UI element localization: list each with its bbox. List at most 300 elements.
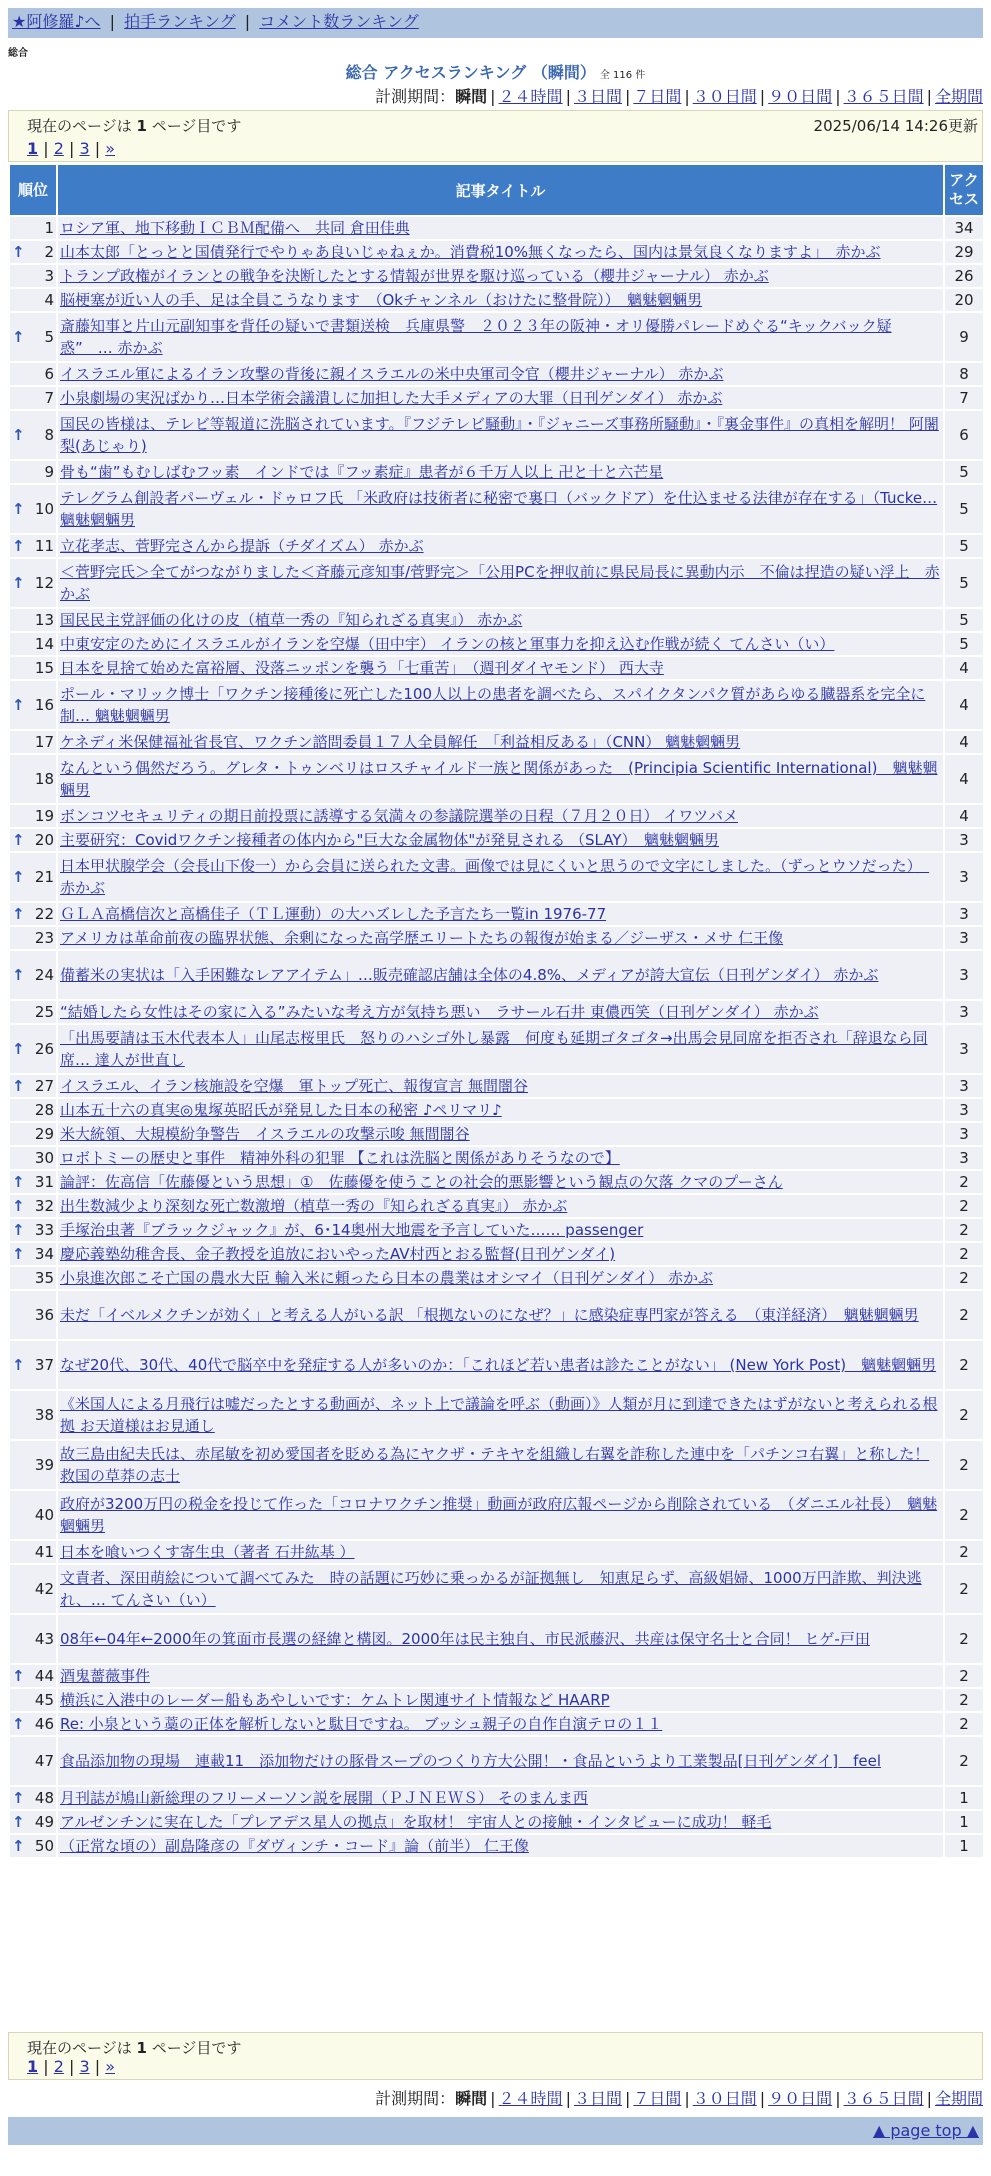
title-cell [58, 1713, 943, 1735]
rank-number: 27 [34, 1077, 54, 1095]
period-separator: | [565, 87, 571, 106]
table-row [10, 633, 983, 655]
title-cell [58, 1171, 943, 1193]
access-count: 3 [945, 1075, 983, 1097]
access-count: 26 [945, 265, 983, 287]
title-cell [58, 633, 943, 655]
up-arrow-icon: ↑ [12, 243, 25, 261]
period-link[interactable]: ３日間 [573, 2089, 622, 2108]
article-link[interactable]: 脳梗塞が近い人の手、足は全員こうなります （Okチャンネル（おけたに整骨院）） 魑魅魍魎男 [60, 291, 703, 309]
up-arrow-icon: ↑ [12, 1789, 25, 1807]
title-cell [58, 1441, 943, 1489]
rank-cell [10, 1171, 56, 1193]
rank-number: 25 [34, 1003, 54, 1021]
article-link[interactable]: トランプ政権がイランとの戦争を決断したとする情報が世界を駆け巡っている（櫻井ジャーナル） 赤かぶ [60, 267, 769, 285]
period-link[interactable]: ９０日間 [768, 87, 833, 106]
access-count: 5 [945, 633, 983, 655]
pager-separator: | [38, 2057, 54, 2076]
rank-cell [10, 829, 56, 851]
article-link[interactable]: 米大統領、大規模紛争警告 イスラエルの攻撃示唆 無間闇谷 [60, 1125, 470, 1143]
access-count: 2 [945, 1267, 983, 1289]
access-count: 2 [945, 1565, 983, 1613]
rank-cell [10, 289, 56, 311]
article-link[interactable]: ロボトミーの歴史と事件 精神外科の犯罪 【これは洗脳と関係がありそうなので】 [60, 1149, 620, 1167]
up-arrow-icon: ↑ [12, 966, 25, 984]
table-row [10, 1243, 983, 1265]
item-count: 全 116 件 [599, 70, 646, 81]
title-cell [58, 1001, 943, 1023]
rank-number: 12 [34, 574, 54, 592]
access-count: 3 [945, 829, 983, 851]
rank-cell [10, 1341, 56, 1389]
period-separator: | [835, 87, 841, 106]
title-cell [58, 387, 943, 409]
article-link[interactable]: （正常な頃の）副島隆彦の『ダヴィンチ・コード』論（前半） 仁王像 [60, 1837, 529, 1855]
up-arrow-icon: ↑ [12, 574, 25, 592]
period-separator: | [624, 2089, 631, 2108]
access-count: 2 [945, 1441, 983, 1489]
article-link[interactable]: ポール・マリック博士「ワクチン接種後に死亡した100人以上の患者を調べたら、スパイクタンパク質があらゆる臓器系を完全に制… 魑魅魍魎男 [60, 685, 926, 725]
access-count: 4 [945, 731, 983, 753]
current-page-text: 現在のページは 1 ページ目です [27, 2039, 242, 2057]
access-count: 3 [945, 853, 983, 901]
article-link[interactable]: 斎藤知事と片山元副知事を背任の疑いで書類送検 兵庫県警 ２０２３年の阪神・オリ優勝パレードめぐる“キックバック疑惑” … 赤かぶ [60, 317, 892, 357]
article-link[interactable]: アメリカは革命前夜の臨界状態、余剰になった高学歴エリートたちの報復が始まる／ジーザス・メサ 仁王像 [60, 929, 784, 947]
period-current: 瞬間 [455, 87, 488, 106]
article-link[interactable]: 酒鬼薔薇事件 [60, 1667, 151, 1685]
article-link[interactable]: 山本太郎「とっとと国債発行でやりゃあ良いじゃねぇか。消費税10%無くなったら、国内は景気良くなりますよ」 赤かぶ [60, 243, 881, 261]
rank-number: 24 [34, 966, 54, 984]
period-link[interactable]: ３０日間 [692, 2089, 757, 2108]
title-cell [58, 1689, 943, 1711]
period-link[interactable]: ７日間 [633, 87, 682, 106]
table-row [10, 1001, 983, 1023]
table-row [10, 241, 983, 263]
table-row [10, 1291, 983, 1339]
article-link[interactable]: テレグラム創設者パーヴェル・ドゥロフ氏 「米政府は技術者に秘密で裏口（バックドア）を仕込ませる法律が存在する」（Tucke… 魑魅魍魎男 [60, 489, 938, 529]
access-count: 1 [945, 1835, 983, 1857]
article-link[interactable]: 中東安定のためにイスラエルがイランを空爆（田中宇） イランの核と軍事力を抑え込む作戦が続く てんさい（い） [60, 635, 835, 653]
title-cell [58, 1737, 943, 1785]
rank-number: 18 [34, 770, 54, 788]
title-cell [58, 951, 943, 999]
rank-cell [10, 927, 56, 949]
up-arrow-icon: ↑ [12, 1197, 25, 1215]
title-cell [58, 1835, 943, 1857]
title-cell [58, 313, 943, 361]
table-row [10, 853, 983, 901]
rank-number: 41 [34, 1543, 54, 1561]
rank-number: 38 [34, 1406, 54, 1424]
access-count: 3 [945, 951, 983, 999]
page-link[interactable]: 1 [27, 139, 39, 158]
rank-cell [10, 903, 56, 925]
rank-number: 43 [34, 1630, 54, 1648]
period-link[interactable]: ７日間 [633, 2089, 682, 2108]
access-count: 4 [945, 657, 983, 679]
period-link[interactable]: ２４時間 [498, 2089, 563, 2108]
title-cell [58, 1811, 943, 1833]
access-count: 3 [945, 1001, 983, 1023]
page-link[interactable]: 1 [27, 2057, 39, 2076]
rank-number: 47 [34, 1752, 54, 1770]
article-link[interactable]: 論評：佐高信「佐藤優という思想」① 佐藤優を使うことの社会的悪影響という観点の欠落 クマのプーさん [60, 1173, 783, 1191]
rank-cell [10, 1147, 56, 1169]
period-link[interactable]: ２４時間 [498, 87, 563, 106]
rank-number: 16 [34, 696, 54, 714]
title-cell [58, 1075, 943, 1097]
access-count: 3 [945, 1123, 983, 1145]
period-separator: | [490, 2089, 496, 2108]
title-cell [58, 1219, 943, 1241]
rank-number: 21 [34, 868, 54, 886]
title-cell [58, 217, 943, 239]
table-row [10, 951, 983, 999]
title-cell [58, 731, 943, 753]
rank-number: 35 [34, 1269, 54, 1287]
table-row [10, 1491, 983, 1539]
period-link[interactable]: ３６５日間 [843, 2089, 924, 2108]
top-nav-bar [8, 8, 983, 38]
rank-cell [10, 1811, 56, 1833]
table-row [10, 217, 983, 239]
article-link[interactable]: 政府が3200万円の税金を投じて作った「コロナワクチン推奨」動画が政府広報ページから削除されている （ダニエル社長） 魑魅魍魎男 [60, 1495, 938, 1535]
title-cell [58, 289, 943, 311]
next-page-link[interactable]: » [105, 139, 115, 158]
table-row [10, 1713, 983, 1735]
rank-cell [10, 1025, 56, 1073]
page-link[interactable]: 2 [53, 139, 64, 158]
title-cell [58, 241, 943, 263]
period-link[interactable]: ３６５日間 [843, 87, 924, 106]
table-row [10, 1123, 983, 1145]
pager-separator: | [63, 139, 80, 158]
table-row [10, 1099, 983, 1121]
rank-cell [10, 1615, 56, 1663]
title-cell [58, 1243, 943, 1265]
footer-bar [8, 2117, 983, 2145]
period-link[interactable]: 全期間 [934, 2089, 983, 2108]
up-arrow-icon: ↑ [12, 1667, 25, 1685]
rank-number: 29 [34, 1125, 54, 1143]
period-link[interactable]: ３日間 [573, 87, 622, 106]
pager-separator: | [38, 139, 54, 158]
rank-cell [10, 805, 56, 827]
article-link[interactable]: Re: 小泉という藁の正体を解析しないと駄目ですね。 ブッシュ親子の自作自演テロの１１ [60, 1715, 663, 1733]
article-link[interactable]: 備蓄米の実状は「入手困難なレアアイテム」…販売確認店舗は全体の4.8%、メディアが誇大宣伝（日刊ゲンダイ） 赤かぶ [60, 966, 879, 984]
title-cell [58, 829, 943, 851]
title-cell [58, 485, 943, 533]
access-count: 2 [945, 1195, 983, 1217]
article-link[interactable]: イスラエル軍によるイラン攻撃の背後に親イスラエルの米中央軍司令官（櫻井ジャーナル） 赤かぶ [60, 365, 724, 383]
period-separator: | [759, 2089, 766, 2108]
access-count: 3 [945, 1099, 983, 1121]
up-arrow-icon: ↑ [12, 1077, 25, 1095]
nav-separator: | [109, 12, 116, 31]
up-arrow-icon: ↑ [12, 500, 25, 518]
rank-number: 15 [34, 659, 54, 677]
title-cell [58, 1565, 943, 1613]
table-row [10, 609, 983, 631]
article-link[interactable]: 手塚治虫著『ブラックジャック』が、6･14奥州大地震を予言していた…… passenger [60, 1221, 644, 1239]
home-link[interactable]: ★阿修羅♪へ [12, 12, 101, 31]
table-row [10, 1565, 983, 1613]
article-link[interactable]: ボンコツセキュリティの期日前投票に誘導する気満々の参議院選挙の日程（７月２０日） イワツバメ [60, 807, 738, 825]
article-link[interactable]: 「出馬要請は玉木代表本人」山尾志桜里氏 怒りのハシゴ外し暴露 何度も延期ゴタゴタ→出馬会見同席を拒否され「辞退なら同席… 達人が世直し [60, 1029, 928, 1069]
title-cell [58, 755, 943, 803]
article-link[interactable]: なぜ20代、30代、40代で脳卒中を発症する人が多いのか：「これほど若い患者は診たことがない」 (New York Post) 魑魅魍魎男 [60, 1356, 937, 1374]
rank-cell [10, 1195, 56, 1217]
access-count: 8 [945, 363, 983, 385]
article-link[interactable]: 骨も“歯”もむしばむフッ素 インドでは『フッ素症』患者が６千万人以上 卍と十と六芒星 [60, 463, 664, 481]
title-cell [58, 1491, 943, 1539]
table-row [10, 1195, 983, 1217]
rank-cell [10, 633, 56, 655]
up-arrow-icon: ↑ [12, 1173, 25, 1191]
access-count: 5 [945, 535, 983, 557]
up-arrow-icon: ↑ [12, 868, 25, 886]
rank-number: 33 [34, 1221, 54, 1239]
rank-cell [10, 853, 56, 901]
comment-ranking-link[interactable]: コメント数ランキング [259, 12, 419, 31]
rank-header: 順位 [10, 165, 56, 215]
access-count: 2 [945, 1713, 983, 1735]
access-count: 34 [945, 217, 983, 239]
rank-cell [10, 1713, 56, 1735]
table-row [10, 289, 983, 311]
rank-number: 7 [44, 389, 54, 407]
rank-cell [10, 1491, 56, 1539]
article-link[interactable]: “結婚したら女性はその家に入る”みたいな考え方が気持ち悪い ラサール石井 東儂西笑（日刊ゲンダイ） 赤かぶ [60, 1003, 819, 1021]
article-link[interactable]: 国民民主党評価の化けの皮（植草一秀の『知られざる真実』） 赤かぶ [60, 611, 523, 629]
title-cell [58, 1267, 943, 1289]
table-row [10, 927, 983, 949]
table-row [10, 805, 983, 827]
table-row [10, 1689, 983, 1711]
rank-cell [10, 1001, 56, 1023]
up-arrow-icon: ↑ [12, 426, 25, 444]
rank-cell [10, 1075, 56, 1097]
rank-number: 30 [34, 1149, 54, 1167]
table-row [10, 559, 983, 607]
rank-cell [10, 1787, 56, 1809]
period-label: 計測期間： [375, 2089, 456, 2108]
table-row [10, 1219, 983, 1241]
title-cell [58, 1787, 943, 1809]
pagination-top [27, 139, 115, 158]
table-row [10, 731, 983, 753]
rank-number: 6 [44, 365, 54, 383]
article-link[interactable]: 月刊誌が鳩山新総理のフリーメーソン説を展開（ＰＪＮＥＷＳ） そのまんま西 [60, 1789, 588, 1807]
article-link[interactable]: ケネディ米保健福祉省長官、ワクチン諮問委員１７人全員解任 「利益相反ある」（CNN） 魑魅魍魎男 [60, 733, 741, 751]
page-heading [0, 60, 991, 83]
period-link[interactable]: ９０日間 [768, 2089, 833, 2108]
access-count: 2 [945, 1737, 983, 1785]
article-link[interactable]: 08年←04年←2000年の箕面市長選の経緯と構図。2000年は民主独自、市民派藤沢、共産は保守名士と合同！ ヒゲ-戸田 [60, 1630, 870, 1648]
updated-timestamp: 2025/06/14 14:26更新 [813, 117, 978, 135]
up-arrow-icon: ↑ [12, 1245, 25, 1263]
title-cell [58, 1391, 943, 1439]
up-arrow-icon: ↑ [12, 1356, 25, 1374]
article-link[interactable]: 山本五十六の真実◎鬼塚英昭氏が発見した日本の秘密 ♪ペリマリ♪ [60, 1101, 502, 1119]
article-link[interactable]: 未だ「イベルメクチンが効く」と考える人がいる訳 「根拠ないのになぜ？」に感染症専門家が答える （東洋経済） 魑魅魍魎男 [60, 1306, 919, 1324]
article-link[interactable]: ＜菅野完氏＞全てがつながりました＜斉藤元彦知事/菅野完＞「公用PCを押収前に県民局長に異動内示 不倫は捏造の疑い浮上 赤かぶ [60, 563, 940, 603]
page-link[interactable]: 3 [79, 139, 90, 158]
period-link[interactable]: 全期間 [934, 87, 983, 106]
up-arrow-icon: ↑ [12, 1715, 25, 1733]
title-cell [58, 657, 943, 679]
access-count: 2 [945, 1615, 983, 1663]
period-separator: | [835, 2089, 841, 2108]
rank-number: 11 [34, 537, 54, 555]
table-row [10, 1737, 983, 1785]
rank-cell [10, 609, 56, 631]
title-cell [58, 1341, 943, 1389]
rank-number: 5 [44, 328, 54, 346]
rank-number: 8 [44, 426, 54, 444]
page-top-link[interactable]: ▲ page top ▲ [872, 2121, 979, 2140]
rank-number: 9 [44, 463, 54, 481]
article-link[interactable]: 慶応義塾幼稚舎長、金子教授を追放においやったAV村西とおる監督(日刊ゲンダイ) [60, 1245, 616, 1263]
rank-cell [10, 1689, 56, 1711]
access-count: 2 [945, 1541, 983, 1563]
article-link[interactable]: 文責者、深田萌絵について調べてみた 時の話題に巧妙に乗っかるが証拠無し 知恵足らず、高級娼婦、1000万円詐欺、判決逃れ、… てんさい（い） [60, 1569, 922, 1609]
page-info-box-bottom [8, 2032, 983, 2080]
period-separator: | [624, 87, 631, 106]
table-row [10, 265, 983, 287]
page-link[interactable]: 3 [79, 2057, 90, 2076]
table-row [10, 755, 983, 803]
access-count: 2 [945, 1689, 983, 1711]
table-row [10, 1665, 983, 1687]
article-link[interactable]: 国民の皆様は、テレビ等報道に洗脳されています。『フジテレビ騒動』・『ジャニーズ事務所騒動』・『裏金事件』の真相を解明！ 阿闍梨(あじゃり) [60, 415, 939, 455]
rank-cell [10, 731, 56, 753]
pagination-bottom [27, 2057, 115, 2076]
article-link[interactable]: 出生数減少より深刻な死亡数激増（植草一秀の『知られざる真実』） 赤かぶ [60, 1197, 568, 1215]
article-link[interactable]: 主要研究：Covidワクチン接種者の体内から"巨大な金属物体"が発見される （SLAY） 魑魅魍魎男 [60, 831, 720, 849]
table-row [10, 1075, 983, 1097]
title-cell [58, 1099, 943, 1121]
table-row [10, 681, 983, 729]
table-row [10, 1787, 983, 1809]
up-arrow-icon: ↑ [12, 1040, 25, 1058]
rank-number: 22 [34, 905, 54, 923]
article-link[interactable]: 横浜に入港中のレーダー船もあやしいです：ケムトレ関連サイト情報など HAARP [60, 1691, 610, 1709]
access-count: 2 [945, 1171, 983, 1193]
article-link[interactable]: 食品添加物の現場 連載11 添加物だけの豚骨スープのつくり方大公開！・食品というより工業製品[日刊ゲンダイ] feel [60, 1752, 882, 1770]
article-link[interactable]: 日本を喰いつくす寄生虫（著者 石井紘基 ） [60, 1543, 355, 1561]
page-info-box-top [8, 110, 983, 162]
title-cell [58, 1195, 943, 1217]
access-count: 5 [945, 609, 983, 631]
article-link[interactable]: ロシア軍、地下移動ＩＣＢＭ配備へ 共同 倉田佳典 [60, 219, 410, 237]
article-link[interactable]: 小泉進次郎こそ亡国の農水大臣 輸入米に頼ったら日本の農業はオシマイ（日刊ゲンダイ） 赤かぶ [60, 1269, 714, 1287]
period-link[interactable]: ３０日間 [692, 87, 757, 106]
title-cell [58, 1665, 943, 1687]
title-header: 記事タイトル [58, 165, 943, 215]
access-count: 3 [945, 1147, 983, 1169]
next-page-link[interactable]: » [105, 2057, 115, 2076]
access-count: 2 [945, 1341, 983, 1389]
article-link[interactable]: 日本甲状腺学会（会長山下俊一）から会員に送られた文書。画像では見にくいと思うので文字にしました。（ずっとウソだった） 赤かぶ [60, 857, 930, 897]
rank-number: 40 [34, 1506, 54, 1524]
article-link[interactable]: アルゼンチンに実在した「プレアデス星人の拠点」を取材！ 宇宙人との接触・インタビューに成功！ 軽毛 [60, 1813, 772, 1831]
access-count: 2 [945, 1291, 983, 1339]
rank-number: 36 [34, 1306, 54, 1324]
rank-cell [10, 1665, 56, 1687]
rank-number: 28 [34, 1101, 54, 1119]
access-count: 6 [945, 411, 983, 459]
access-header: アクセス [945, 165, 983, 215]
article-link[interactable]: なんという偶然だろう。グレタ・トゥンベリはロスチャイルド一族と関係があった (Principia Scientific International) 魑魅魍魎男 [60, 759, 938, 799]
up-arrow-icon: ↑ [12, 1221, 25, 1239]
article-link[interactable]: イスラエル、イラン核施設を空爆 軍トップ死亡、報復宣言 無間闇谷 [60, 1077, 528, 1095]
rank-number: 19 [34, 807, 54, 825]
article-link[interactable]: 立花孝志、菅野完さんから提訴（チダイズム） 赤かぶ [60, 537, 424, 555]
article-link[interactable]: 日本を見捨て始めた富裕層、没落ニッポンを襲う「七重苦」 （週刊ダイヤモンド） 西大寺 [60, 659, 664, 677]
title-cell [58, 681, 943, 729]
rank-number: 23 [34, 929, 54, 947]
nav-separator: | [244, 12, 251, 31]
rank-cell [10, 485, 56, 533]
table-row [10, 829, 983, 851]
table-row [10, 461, 983, 483]
access-count: 4 [945, 805, 983, 827]
article-link[interactable]: 故三島由紀夫氏は、赤尾敏を初め愛国者を貶める為にヤクザ・テキヤを組織し右翼を詐称した連中を「パチンコ右翼」と称した！ 救国の草莽の志士 [60, 1445, 930, 1485]
rank-cell [10, 313, 56, 361]
table-row [10, 363, 983, 385]
rank-number: 26 [34, 1040, 54, 1058]
title-cell [58, 805, 943, 827]
rank-number: 31 [34, 1173, 54, 1191]
access-count: 3 [945, 903, 983, 925]
table-row [10, 1541, 983, 1563]
access-count: 1 [945, 1811, 983, 1833]
article-link[interactable]: ＧＬＡ高橋信次と高橋佳子（ＴＬ運動）の大ハズレした予言たち一覧in 1976-77 [60, 905, 607, 923]
rank-cell [10, 1099, 56, 1121]
access-count: 2 [945, 1243, 983, 1265]
access-count: 3 [945, 927, 983, 949]
table-row [10, 411, 983, 459]
table-row [10, 1391, 983, 1439]
rank-cell [10, 411, 56, 459]
rank-number: 2 [44, 243, 54, 261]
period-separator: | [684, 2089, 690, 2108]
pager-separator: | [89, 139, 106, 158]
rank-number: 13 [34, 611, 54, 629]
rank-cell [10, 1243, 56, 1265]
clap-ranking-link[interactable]: 拍手ランキング [124, 12, 236, 31]
article-link[interactable]: 《米国人による月飛行は嘘だったとする動画が、ネット上で議論を呼ぶ（動画）》人類が月に到達できたはずがないと考えられる根拠 お天道様はお見通し [60, 1395, 938, 1435]
rank-cell [10, 241, 56, 263]
article-link[interactable]: 小泉劇場の実況ばかり…日本学術会議潰しに加担した大手メディアの大罪（日刊ゲンダイ） 赤かぶ [60, 389, 723, 407]
page-link[interactable]: 2 [53, 2057, 64, 2076]
access-count: 29 [945, 241, 983, 263]
rank-cell [10, 1565, 56, 1613]
rank-cell [10, 387, 56, 409]
rank-cell [10, 1835, 56, 1857]
rank-number: 32 [34, 1197, 54, 1215]
rank-number: 37 [34, 1356, 54, 1374]
rank-cell [10, 951, 56, 999]
rank-cell [10, 217, 56, 239]
title-cell [58, 265, 943, 287]
access-count: 2 [945, 1491, 983, 1539]
title-cell [58, 1147, 943, 1169]
rank-number: 42 [34, 1580, 54, 1598]
rank-cell [10, 1219, 56, 1241]
pager-separator: | [63, 2057, 80, 2076]
